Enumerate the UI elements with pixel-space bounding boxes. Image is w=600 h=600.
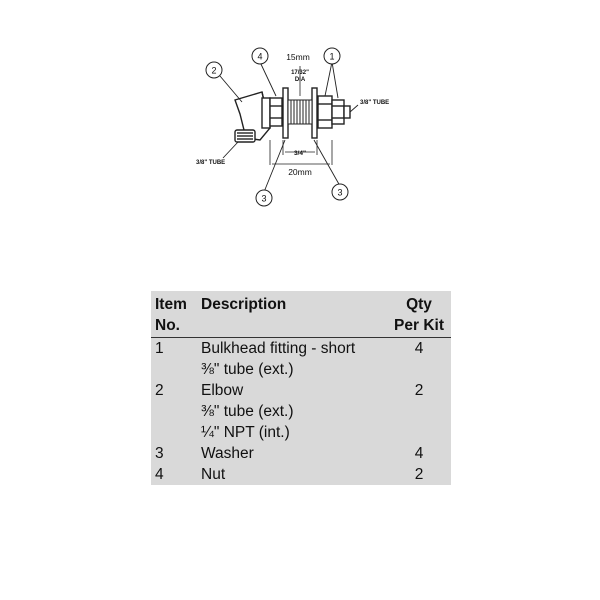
dim-dia-label-1: 17/32" (291, 70, 309, 76)
qty-cell: 2 (414, 381, 424, 399)
nut (270, 98, 282, 126)
description-cell (201, 380, 387, 443)
parts-table (151, 291, 451, 485)
description-line: Washer (201, 444, 254, 462)
description-line: Nut (201, 465, 226, 483)
washer-left (283, 88, 288, 138)
dim-dia-label-2: DIA (294, 77, 306, 83)
header-item-line2: No. (155, 317, 180, 334)
description-cell (201, 464, 387, 485)
callout-3-right (332, 184, 348, 200)
fitting-diagram (190, 40, 420, 225)
header-description-label: Description (201, 296, 287, 313)
header-qty-line1: Qty (406, 296, 432, 313)
qty-cell: 2 (414, 465, 424, 483)
header-qty-line2: Per Kit (394, 317, 444, 334)
header-row (151, 291, 451, 337)
header-qty (387, 291, 451, 337)
table-row (151, 443, 451, 464)
callout-4-label: 4 (257, 51, 263, 62)
bulkhead-fitting (318, 96, 350, 128)
table-row (151, 337, 451, 380)
callout-4 (252, 48, 268, 64)
header-description (201, 291, 387, 337)
dim-bottom-label: 20mm (288, 167, 312, 177)
description-line: ¼" NPT (int.) (201, 423, 290, 441)
description-cell (201, 443, 387, 464)
washer-right (312, 88, 317, 138)
item-no-cell: 3 (155, 444, 164, 462)
dim-inner-label: 3/4" (293, 150, 307, 157)
header-item-line1: Item (155, 296, 187, 313)
table-row (151, 464, 451, 485)
tube-label-left: 3/8" TUBE (196, 160, 226, 166)
fitting-diagram-svg (190, 40, 420, 225)
item-no-cell: 4 (155, 465, 164, 483)
description-line: Elbow (201, 381, 244, 399)
description-line: Bulkhead fitting - short (201, 339, 356, 357)
header-item-no (151, 291, 201, 337)
description-line: ⅜" tube (ext.) (201, 360, 294, 378)
item-no-cell: 1 (155, 339, 164, 357)
callout-3-right-label: 3 (337, 187, 343, 198)
callout-1 (324, 48, 340, 64)
item-no-cell: 2 (155, 381, 164, 399)
qty-cell: 4 (414, 339, 424, 357)
callout-1-label: 1 (329, 51, 335, 62)
description-cell (201, 337, 387, 380)
callout-3-left (256, 190, 272, 206)
table-row (151, 380, 451, 443)
callout-2-label: 2 (211, 65, 217, 76)
callout-2 (206, 62, 222, 78)
dim-top-label: 15mm (286, 52, 310, 62)
qty-cell: 4 (414, 444, 424, 462)
description-line: ⅜" tube (ext.) (201, 402, 294, 420)
tube-label-right: 3/8" TUBE (360, 100, 390, 106)
callout-3-left-label: 3 (261, 193, 267, 204)
threaded-shank (288, 100, 312, 124)
parts-table-body (151, 337, 451, 485)
parts-table-header (151, 291, 451, 337)
